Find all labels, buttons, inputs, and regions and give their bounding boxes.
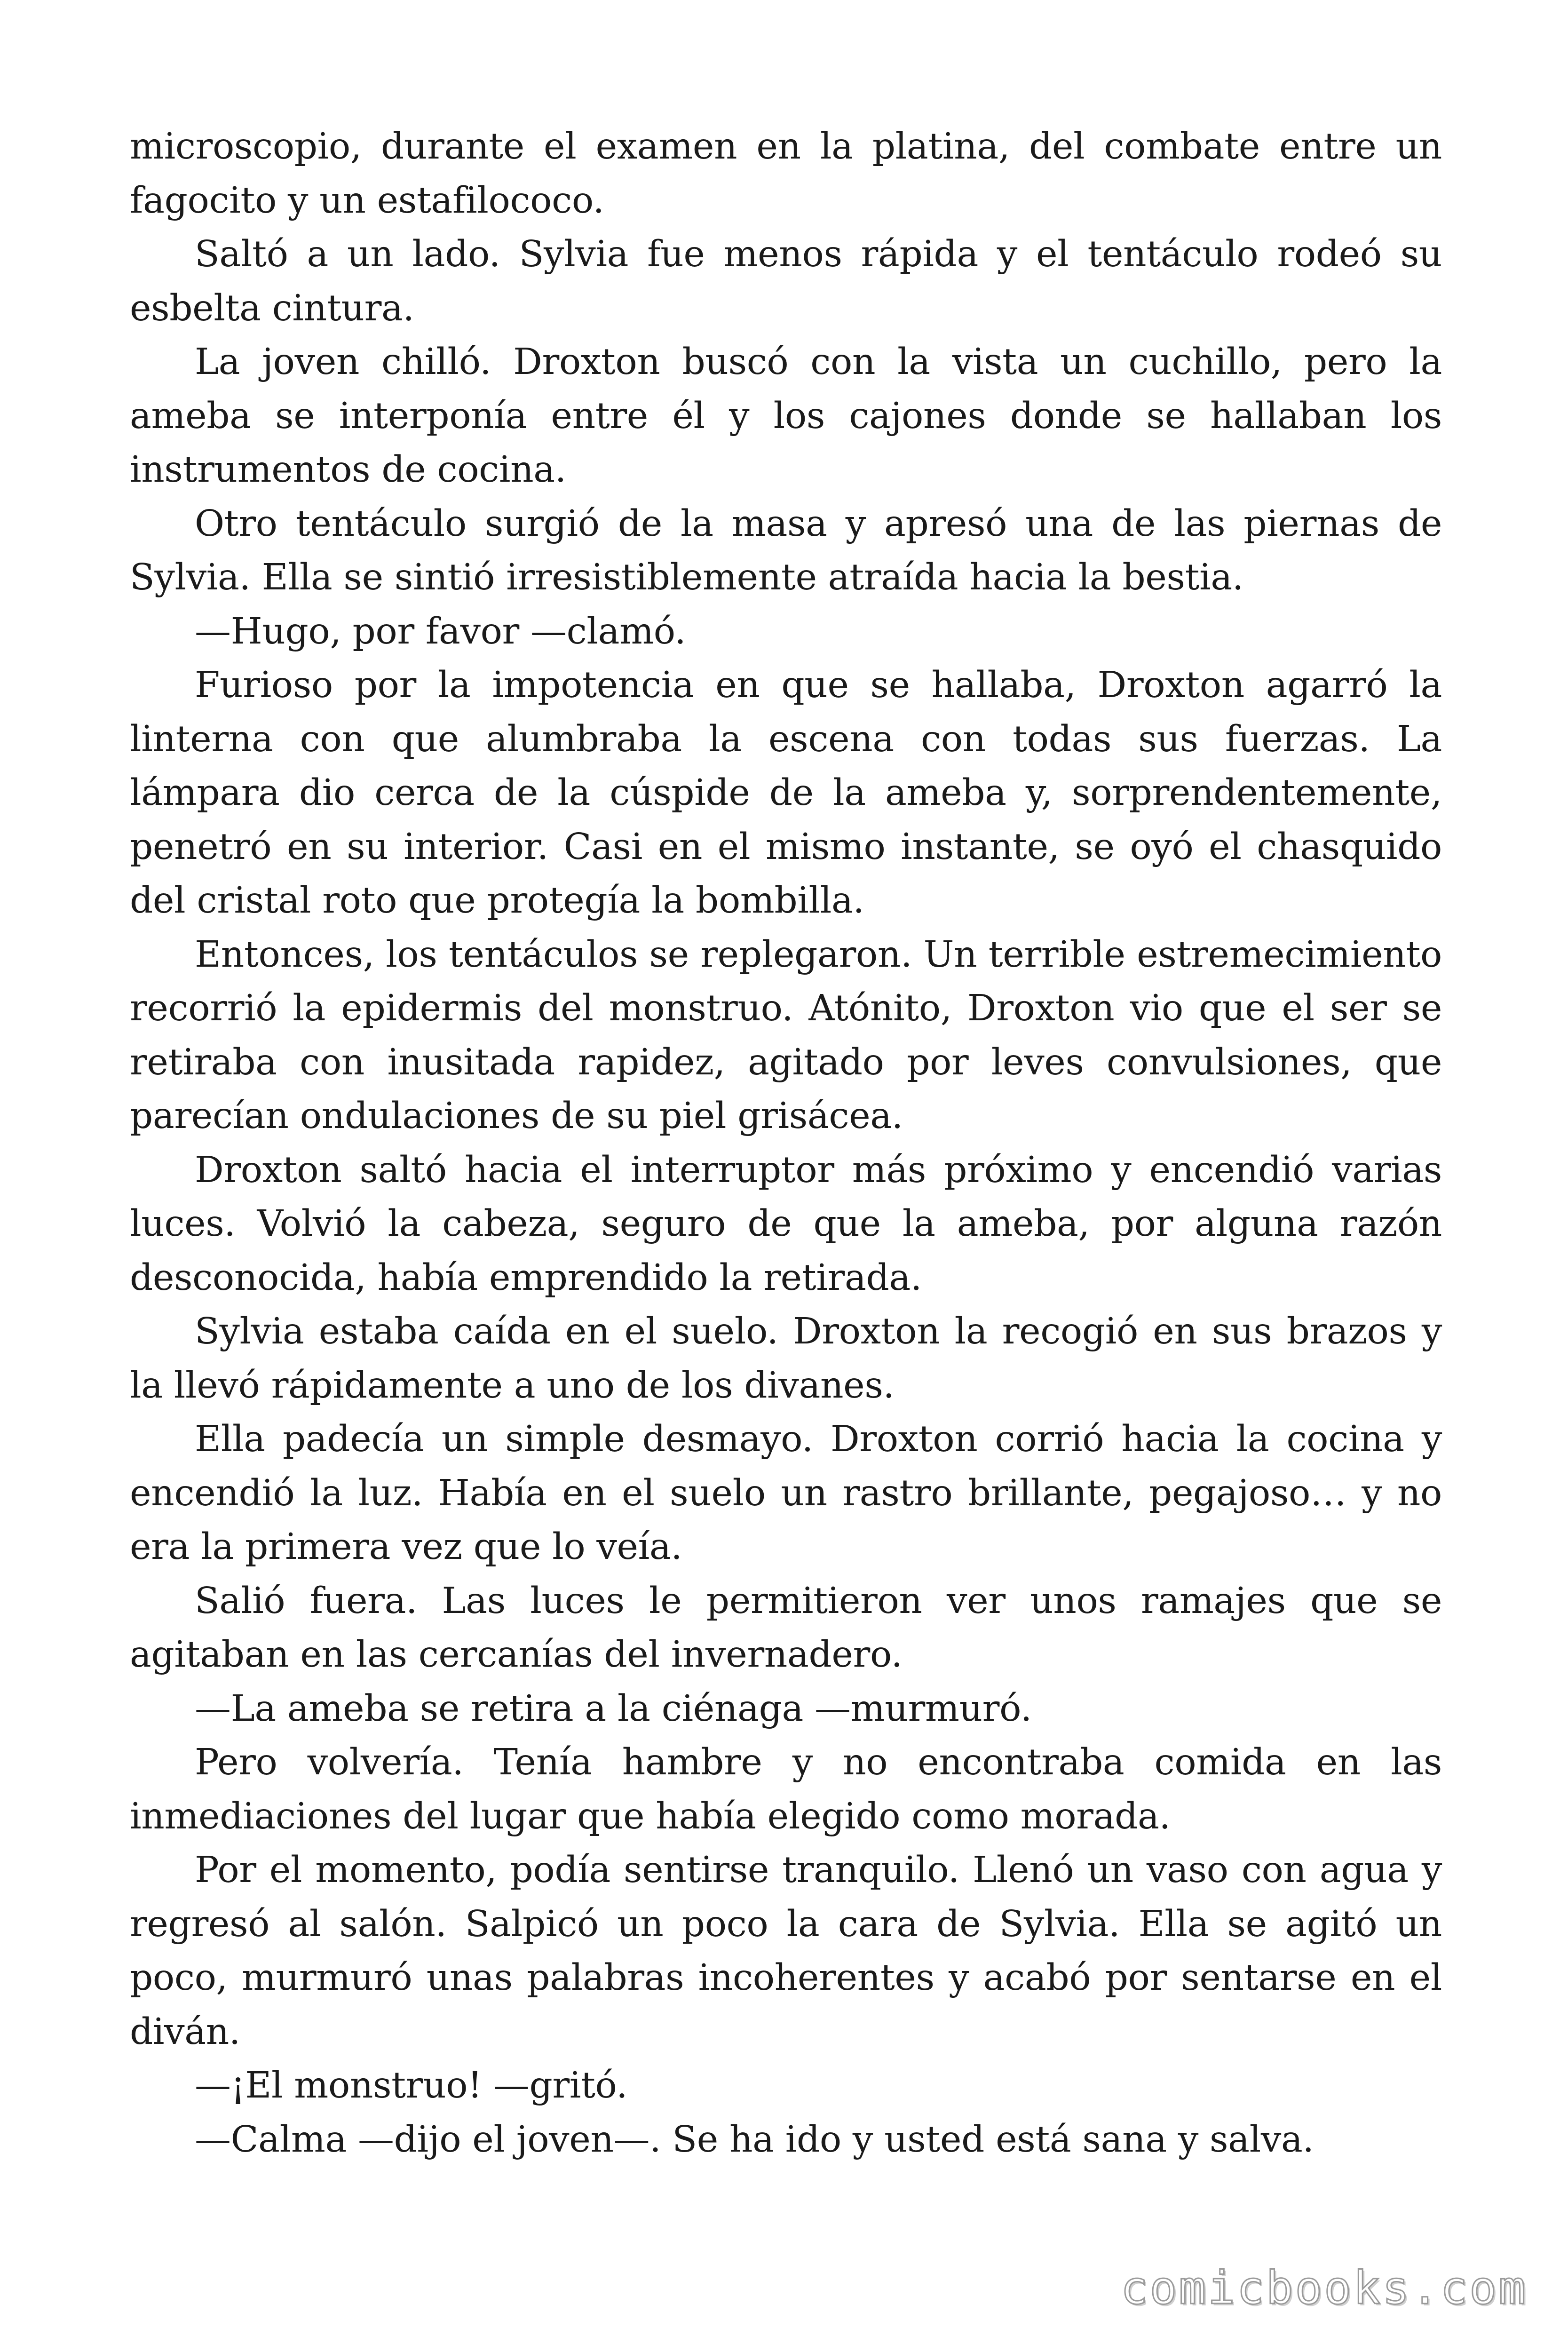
paragraph: microscopio, durante el examen en la platina, del combate entre un fagocito y un estafilococo. (130, 126, 1442, 222)
paragraph: Pero volvería. Tenía hambre y no encontraba comida en las inmediaciones del lugar que había elegido como morada. (130, 1741, 1442, 1837)
paragraph: —¡El monstruo! —gritó. (195, 2065, 628, 2106)
paragraph: Salió fuera. Las luces le permitieron ver unos ramajes que se agitaban en las cercanías del invernadero. (130, 1580, 1442, 1676)
paragraph: —Calma —dijo el joven—. Se ha ido y usted está sana y salva. (195, 2118, 1314, 2161)
paragraph: Entonces, los tentáculos se replegaron. Un terrible estremecimiento recorrió la epidermis del monstruo. Atónito, Droxton vio que el ser se retiraba con inusitada rapidez, agitado por leves convulsiones, que parecían ondulaciones de su piel grisácea. (130, 933, 1442, 1137)
paragraph: Ella padecía un simple desmayo. Droxton corrió hacia la cocina y encendió la luz. Había en el suelo un rastro brillante, pegajoso… y no era la primera vez que lo veía. (130, 1418, 1442, 1568)
page-text (130, 120, 1442, 2167)
paragraph: Otro tentáculo surgió de la masa y apresó una de las piernas de Sylvia. Ella se sintió irresistiblemente atraída hacia la bestia. (130, 502, 1442, 598)
paragraph: Furioso por la impotencia en que se hallaba, Droxton agarró la linterna con que alumbraba la escena con todas sus fuerzas. La lámpara dio cerca de la cúspide de la ameba y, sorprendentemente, penetró en su interior. Casi en el mismo instante, se oyó el chasquido del cristal roto que protegía la bombilla. (130, 664, 1442, 922)
paragraph: —La ameba se retira a la ciénaga —murmuró. (195, 1687, 1032, 1730)
paragraph: —Hugo, por favor —clamó. (195, 610, 686, 652)
paragraph: La joven chilló. Droxton buscó con la vista un cuchillo, pero la ameba se interponía entre él y los cajones donde se hallaban los instrumentos de cocina. (130, 341, 1442, 491)
paragraph: Droxton saltó hacia el interruptor más próximo y encendió varias luces. Volvió la cabeza, seguro de que la ameba, por alguna razón desconocida, había emprendido la retirada. (130, 1149, 1442, 1299)
watermark: comicbooks.com (1120, 2262, 1528, 2314)
paragraph: Por el momento, podía sentirse tranquilo. Llenó un vaso con agua y regresó al salón. Salpicó un poco la cara de Sylvia. Ella se agitó un poco, murmuró unas palabras incoherentes y acabó por sentarse en el diván. (130, 1849, 1442, 2053)
paragraph: Sylvia estaba caída en el suelo. Droxton la recogió en sus brazos y la llevó rápidamente a uno de los divanes. (130, 1311, 1442, 1406)
paragraph: Saltó a un lado. Sylvia fue menos rápida y el tentáculo rodeó su esbelta cintura. (130, 233, 1442, 329)
